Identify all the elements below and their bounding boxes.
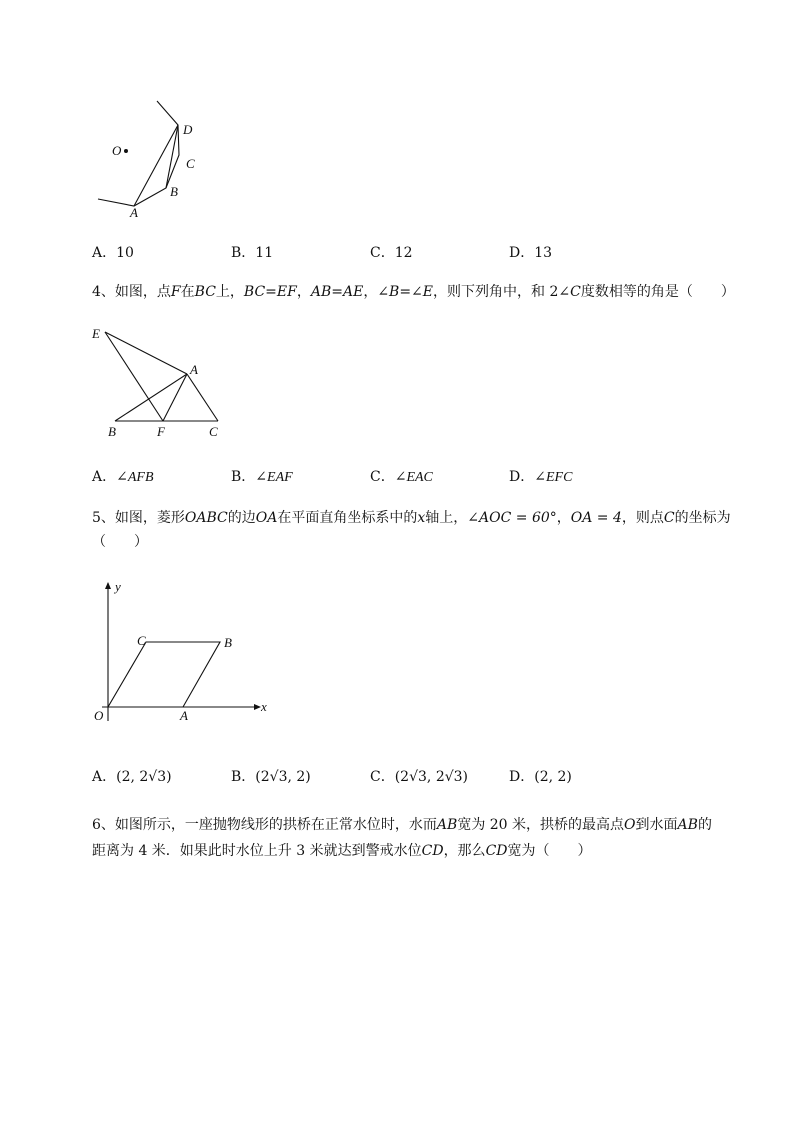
q5-option-a: [92, 766, 172, 786]
q5-text-3: 在平面直角坐标系中的: [277, 510, 418, 526]
q5-rhombus: [108, 642, 220, 707]
q4-option-d: [509, 466, 572, 486]
q4-option-d-value: ∠EFC: [534, 470, 573, 485]
q5-option-d-letter: D．: [509, 769, 535, 785]
q5-axis-x: x: [417, 510, 426, 526]
q4-option-a-letter: A．: [92, 469, 117, 485]
q5-label-b: B: [224, 635, 232, 650]
q5-label-y: y: [115, 579, 121, 594]
q6-level-cd: CD: [421, 843, 444, 859]
q4-label-f: F: [157, 424, 165, 439]
q3-figure: [90, 95, 220, 225]
q4-condition-bc-ef: BC=EF: [243, 284, 297, 300]
q3-label-c: C: [186, 156, 195, 171]
q5-option-b-letter: B．: [231, 769, 256, 785]
q4-point-f: F: [170, 284, 181, 300]
q5-figure: [88, 575, 278, 725]
q4-number: 4、: [92, 284, 115, 300]
q3-option-d-letter: D．: [509, 245, 535, 261]
q5-text-7: 的坐标为: [674, 510, 731, 526]
q5-option-a-value: (2, 2√3): [116, 769, 172, 785]
q4-option-b-letter: B．: [231, 469, 256, 485]
q4-option-a: [92, 466, 154, 486]
q4-segment-ef: [105, 332, 163, 421]
q5-text-2: 的边: [227, 510, 256, 526]
q4-sep-2: ，: [363, 284, 378, 300]
q5-stem-line-2: （ ）: [92, 534, 148, 550]
q5-label-a: A: [180, 708, 188, 723]
q3-option-b-letter: B．: [231, 245, 256, 261]
q4-text-3: 上，: [215, 284, 244, 300]
q4-label-a: A: [190, 362, 198, 377]
q4-sep-1: ，: [296, 284, 311, 300]
q6-number: 6、: [92, 817, 115, 833]
q5-number: 5、: [92, 510, 115, 526]
q4-option-d-letter: D．: [509, 469, 535, 485]
q6-text-3: 到水面: [635, 817, 678, 833]
q4-segment-ac: [187, 374, 218, 421]
q3-option-c-letter: C．: [370, 245, 395, 261]
q4-condition-angles: ∠B=∠E: [377, 284, 434, 300]
q5-side-oa: OA: [255, 510, 278, 526]
q5-stem-line-1: [92, 505, 731, 531]
q5-option-c: [370, 766, 468, 786]
q5-option-d-value: (2, 2): [534, 769, 572, 785]
q4-text-4: ，则下列角中，和 2∠: [433, 284, 571, 300]
q5-option-d: [509, 766, 572, 786]
q5-option-b: [231, 766, 311, 786]
q3-option-b-value: 11: [255, 245, 274, 261]
q4-segment-fa: [163, 374, 187, 421]
q4-condition-ab-ae: AB=AE: [310, 284, 364, 300]
q5-text-6: ，则点: [621, 510, 664, 526]
q6-text-1: 如图所示，一座抛物线形的拱桥在正常水位时，水而: [114, 817, 437, 833]
q4-option-a-value: ∠AFB: [116, 470, 154, 485]
q5-point-c: C: [663, 510, 675, 526]
q3-label-a: A: [130, 205, 138, 220]
q4-segment-bc: BC: [194, 284, 216, 300]
q3-option-a: [92, 242, 134, 262]
q5-condition-oa: OA = 4: [570, 510, 622, 526]
q4-label-e: E: [92, 326, 100, 341]
q6-point-o: O: [624, 817, 636, 833]
q5-option-c-letter: C．: [370, 769, 395, 785]
q4-option-c: [370, 466, 433, 486]
q3-label-d: D: [183, 122, 193, 137]
q6-text-2: 宽为 20 米，拱桥的最高点: [457, 817, 625, 833]
q3-outer-path: [98, 101, 179, 206]
q3-option-d-value: 13: [534, 245, 553, 261]
q5-option-b-value: (2√3, 2): [255, 769, 311, 785]
q4-segment-ba: [115, 374, 187, 421]
q4-angle-c: C: [570, 284, 581, 300]
q4-text-5: 度数相等的角是（ ）: [580, 284, 735, 300]
q4-label-c: C: [209, 424, 218, 439]
q4-option-c-letter: C．: [370, 469, 395, 485]
q5-label-x: x: [261, 699, 267, 714]
q4-option-b-value: ∠EAF: [255, 470, 293, 485]
q6-text-5: 距离为 4 米．如果此时水位上升 3 米就达到警戒水位: [92, 843, 422, 859]
q4-text-1: 如图，点: [114, 284, 171, 300]
q3-option-c-value: 12: [394, 245, 413, 261]
q5-text-4: 轴上，: [425, 510, 468, 526]
q3-label-b: B: [170, 184, 178, 199]
q4-figure: [88, 318, 238, 446]
q4-segment-ea: [105, 332, 187, 374]
q3-label-o: O: [112, 143, 122, 158]
q3-option-c: [370, 242, 413, 262]
q5-option-c-value: (2√3, 2√3): [394, 769, 469, 785]
q3-point-o: [124, 149, 128, 153]
q6-level-cd-2: CD: [485, 843, 508, 859]
q5-label-o: O: [94, 708, 104, 723]
q6-water-ab-2: AB: [677, 817, 698, 833]
q6-stem-line-1: [92, 812, 712, 838]
q5-label-c: C: [137, 633, 146, 648]
q4-text-2: 在: [180, 284, 195, 300]
q4-label-b: B: [108, 424, 116, 439]
q6-stem-line-2: [92, 838, 592, 864]
q3-option-d: [509, 242, 552, 262]
q5-option-a-letter: A．: [92, 769, 117, 785]
q6-text-7: 宽为（ ）: [507, 843, 592, 859]
q5-condition-angle: ∠AOC = 60°: [467, 510, 557, 526]
q5-text-5: ，: [556, 510, 571, 526]
q6-text-4: 的: [697, 817, 712, 833]
q4-option-c-value: ∠EAC: [394, 470, 433, 485]
q6-text-6: ，那么: [443, 843, 486, 859]
q4-stem: [92, 279, 735, 305]
q3-option-b: [231, 242, 273, 262]
q5-text-1: 如图，菱形: [114, 510, 185, 526]
q4-option-b: [231, 466, 293, 486]
q3-option-a-value: 10: [116, 245, 134, 261]
q5-rhombus-name: OABC: [184, 510, 228, 526]
q6-water-ab: AB: [436, 817, 458, 833]
q3-segment-bd: [166, 125, 178, 188]
q3-option-a-letter: A．: [92, 245, 117, 261]
